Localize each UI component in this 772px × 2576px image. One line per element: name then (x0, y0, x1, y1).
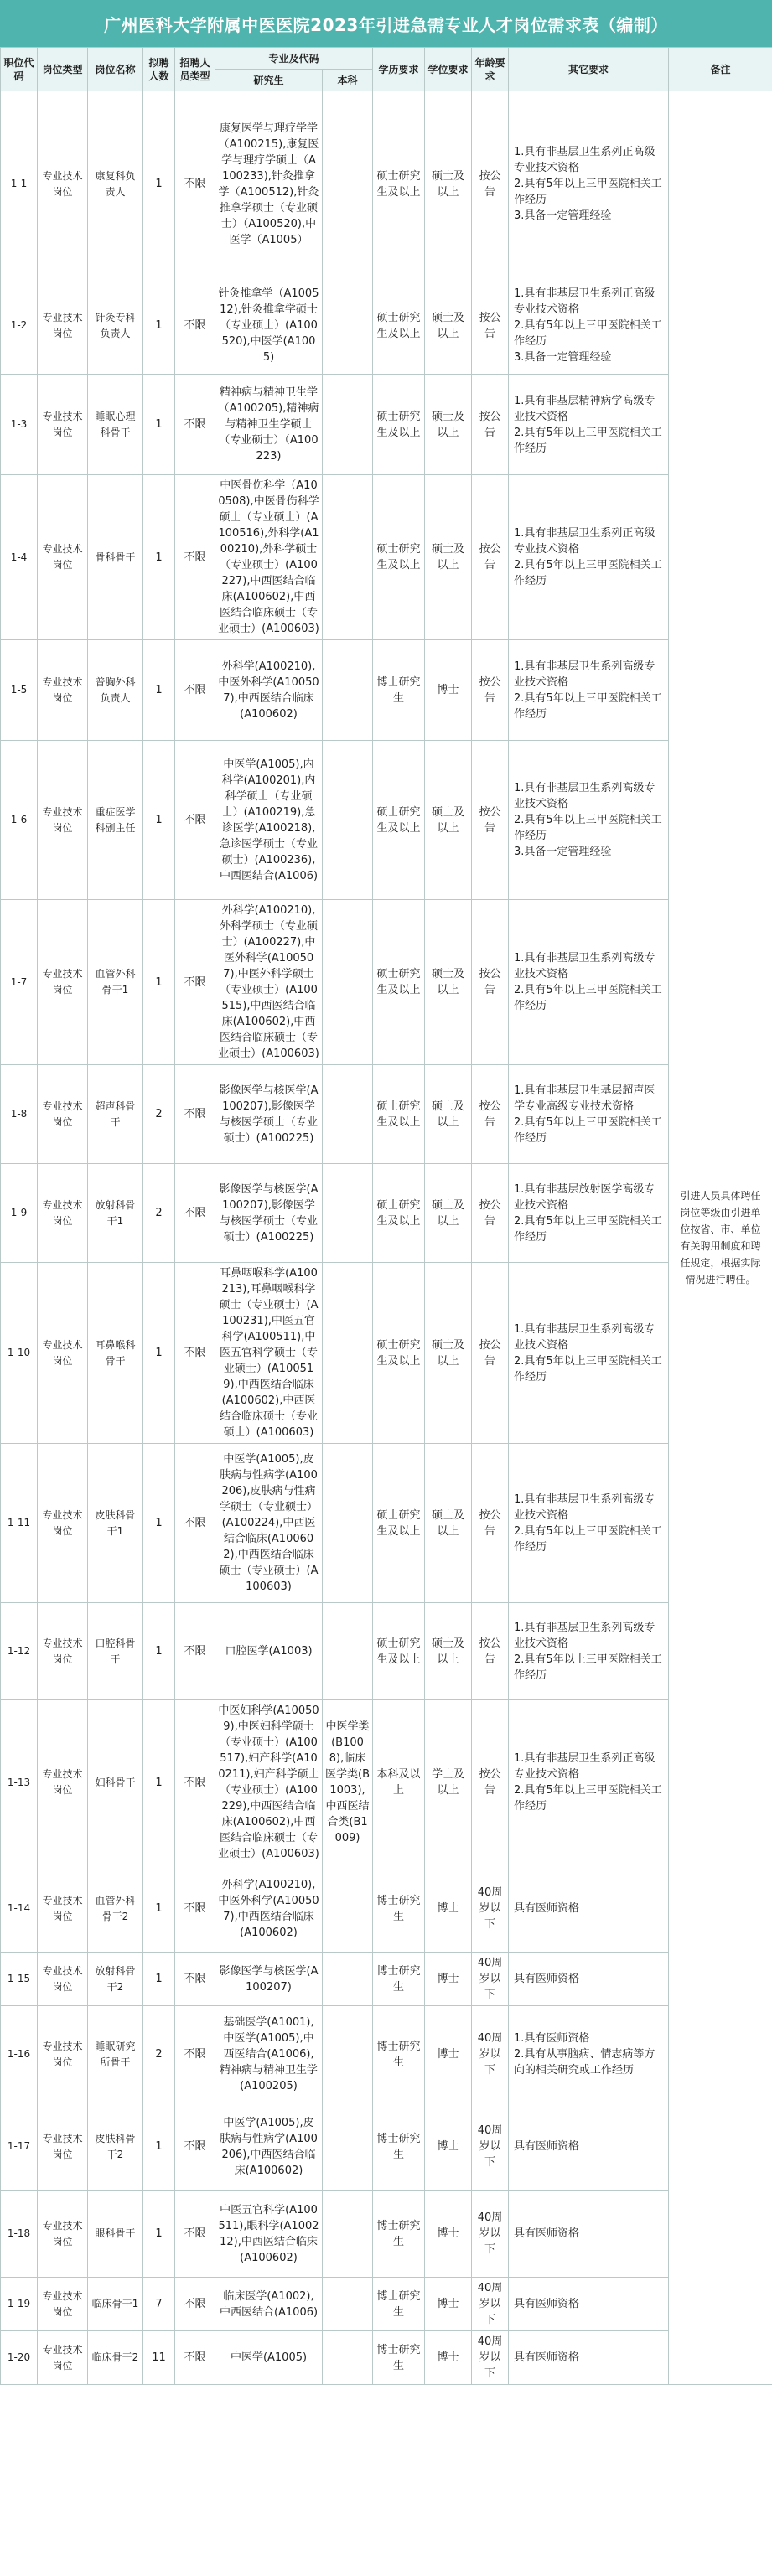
row-category: 专业技术岗位 (38, 2331, 88, 2385)
row-degree: 博士 (425, 2006, 472, 2103)
row-other: 1.具有非基层卫生系列高级专业技术资格 2.具有5年以上三甲医院相关工作经历 (509, 640, 669, 741)
table-row (1, 91, 772, 277)
row-degree: 硕士及以上 (425, 900, 472, 1065)
row-count: 7 (143, 2278, 175, 2331)
row-type: 不限 (175, 1865, 215, 1953)
row-count: 1 (143, 741, 175, 900)
row-name: 普胸外科负责人 (88, 640, 143, 741)
header-undergrad: 本科 (323, 70, 373, 91)
row-grad-major: 针灸推拿学（A100512),针灸推拿学硕士（专业硕士）(A100520),中医学(A1005) (215, 277, 323, 375)
row-other: 1.具有非基层卫生系列高级专业技术资格 2.具有5年以上三甲医院相关工作经历 (509, 900, 669, 1065)
row-other: 1.具有非基层卫生系列高级专业技术资格 2.具有5年以上三甲医院相关工作经历 3.具备一定管理经验 (509, 741, 669, 900)
row-count: 1 (143, 277, 175, 375)
row-degree: 硕士及以上 (425, 1263, 472, 1444)
row-age: 按公告 (472, 1164, 509, 1263)
row-code: 1-14 (1, 1865, 38, 1953)
table-row (1, 475, 772, 640)
row-undergrad-major (323, 91, 373, 277)
table-row (1, 1953, 772, 2006)
row-code: 1-17 (1, 2103, 38, 2191)
row-grad-major: 外科学(A100210),外科学硕士（专业硕士）(A100227),中医外科学(A100507),中医外科学硕士（专业硕士）(A100515),中西医结合临床(A100602),中西医结合临床硕士（专业硕士）(A100603) (215, 900, 323, 1065)
row-type: 不限 (175, 1444, 215, 1603)
row-undergrad-major (323, 277, 373, 375)
row-edu: 硕士研究生及以上 (373, 475, 425, 640)
row-degree: 博士 (425, 1953, 472, 2006)
row-name: 血管外科骨干1 (88, 900, 143, 1065)
row-age: 40周岁以下 (472, 2103, 509, 2191)
row-name: 睡眠研究所骨干 (88, 2006, 143, 2103)
row-count: 1 (143, 2191, 175, 2278)
row-name: 临床骨干2 (88, 2331, 143, 2385)
row-edu: 硕士研究生及以上 (373, 1065, 425, 1164)
row-category: 专业技术岗位 (38, 2278, 88, 2331)
row-count: 1 (143, 1603, 175, 1700)
row-type: 不限 (175, 2191, 215, 2278)
row-edu: 博士研究生 (373, 2278, 425, 2331)
row-edu: 博士研究生 (373, 1865, 425, 1953)
row-edu: 硕士研究生及以上 (373, 277, 425, 375)
table-row (1, 2191, 772, 2278)
row-name: 耳鼻喉科骨干 (88, 1263, 143, 1444)
row-undergrad-major (323, 1865, 373, 1953)
row-other: 1.具有非基层卫生系列高级专业技术资格 2.具有5年以上三甲医院相关工作经历 (509, 1603, 669, 1700)
row-grad-major: 康复医学与理疗学学（A100215),康复医学与理疗学硕士（A100233),针灸推拿学（A100512),针灸推拿学硕士（专业硕士）（A100520),中医学（A1005） (215, 91, 323, 277)
row-grad-major: 中医五官科学(A100511),眼科学(A100212),中西医结合临床(A100602) (215, 2191, 323, 2278)
row-other: 1.具有非基层卫生系列高级专业技术资格 2.具有5年以上三甲医院相关工作经历 (509, 1444, 669, 1603)
row-count: 2 (143, 2006, 175, 2103)
row-count: 1 (143, 900, 175, 1065)
row-degree: 硕士及以上 (425, 1603, 472, 1700)
row-type: 不限 (175, 1953, 215, 2006)
row-age: 40周岁以下 (472, 2191, 509, 2278)
row-name: 妇科骨干 (88, 1700, 143, 1865)
row-count: 1 (143, 1263, 175, 1444)
row-age: 按公告 (472, 375, 509, 475)
row-type: 不限 (175, 2278, 215, 2331)
table-row (1, 1700, 772, 1865)
row-grad-major: 中医学(A1005),内科学(A100201),内科学硕士（专业硕士）(A100219),急诊医学(A100218),急诊医学硕士（专业硕士）(A100236),中西医结合(A1006) (215, 741, 323, 900)
row-grad-major: 临床医学(A1002),中西医结合(A1006) (215, 2278, 323, 2331)
row-other: 具有医师资格 (509, 1865, 669, 1953)
row-note: 引进人员具体聘任岗位等级由引进单位按省、市、单位有关聘用制度和聘任规定，根据实际情况进行聘任。 (669, 91, 772, 2385)
row-count: 1 (143, 2103, 175, 2191)
row-edu: 硕士研究生及以上 (373, 741, 425, 900)
row-category: 专业技术岗位 (38, 1603, 88, 1700)
row-other: 1.具有非基层卫生系列高级专业技术资格 2.具有5年以上三甲医院相关工作经历 (509, 1263, 669, 1444)
row-undergrad-major (323, 741, 373, 900)
row-count: 1 (143, 640, 175, 741)
row-age: 按公告 (472, 475, 509, 640)
row-category: 专业技术岗位 (38, 2006, 88, 2103)
row-category: 专业技术岗位 (38, 2103, 88, 2191)
row-code: 1-12 (1, 1603, 38, 1700)
row-grad-major: 耳鼻咽喉科学(A100213),耳鼻咽喉科学硕士（专业硕士）(A100231),中医五官科学(A100511),中医五官科学硕士（专业硕士）(A100519),中西医结合临床(A100602),中西医结合临床硕士（专业硕士）(A100603) (215, 1263, 323, 1444)
row-other: 1.具有非基层放射医学高级专业技术资格 2.具有5年以上三甲医院相关工作经历 (509, 1164, 669, 1263)
row-other: 具有医师资格 (509, 2103, 669, 2191)
position-table (0, 47, 772, 2385)
row-name: 眼科骨干 (88, 2191, 143, 2278)
row-code: 1-13 (1, 1700, 38, 1865)
table-row (1, 640, 772, 741)
row-edu: 硕士研究生及以上 (373, 1164, 425, 1263)
row-edu: 硕士研究生及以上 (373, 1603, 425, 1700)
row-edu: 硕士研究生及以上 (373, 91, 425, 277)
table-row (1, 2278, 772, 2331)
row-degree: 硕士及以上 (425, 91, 472, 277)
row-other: 1.具有非基层卫生系列正高级专业技术资格 2.具有5年以上三甲医院相关工作经历 (509, 1700, 669, 1865)
row-type: 不限 (175, 900, 215, 1065)
row-edu: 博士研究生 (373, 2103, 425, 2191)
row-undergrad-major (323, 2331, 373, 2385)
row-undergrad-major (323, 2006, 373, 2103)
row-type: 不限 (175, 1164, 215, 1263)
row-grad-major: 口腔医学(A1003) (215, 1603, 323, 1700)
row-category: 专业技术岗位 (38, 1444, 88, 1603)
table-row (1, 1065, 772, 1164)
row-category: 专业技术岗位 (38, 1263, 88, 1444)
row-grad-major: 外科学(A100210),中医外科学(A100507),中西医结合临床(A100602) (215, 1865, 323, 1953)
row-grad-major: 影像医学与核医学(A100207) (215, 1953, 323, 2006)
row-degree: 硕士及以上 (425, 1065, 472, 1164)
row-grad-major: 影像医学与核医学(A100207),影像医学与核医学硕士（专业硕士）(A100225) (215, 1065, 323, 1164)
row-edu: 硕士研究生及以上 (373, 900, 425, 1065)
row-undergrad-major (323, 1263, 373, 1444)
row-edu: 本科及以上 (373, 1700, 425, 1865)
row-undergrad-major (323, 1065, 373, 1164)
row-undergrad-major (323, 900, 373, 1065)
row-code: 1-19 (1, 2278, 38, 2331)
row-undergrad-major (323, 2103, 373, 2191)
header-age: 年龄要求 (472, 48, 509, 91)
row-code: 1-16 (1, 2006, 38, 2103)
row-edu: 博士研究生 (373, 2191, 425, 2278)
table-row (1, 2006, 772, 2103)
row-name: 皮肤科骨干2 (88, 2103, 143, 2191)
row-age: 40周岁以下 (472, 1865, 509, 1953)
table-row (1, 1603, 772, 1700)
row-undergrad-major (323, 2278, 373, 2331)
row-code: 1-6 (1, 741, 38, 900)
row-code: 1-18 (1, 2191, 38, 2278)
row-undergrad-major (323, 1603, 373, 1700)
row-other: 具有医师资格 (509, 2331, 669, 2385)
row-age: 按公告 (472, 277, 509, 375)
header-code: 职位代码 (1, 48, 38, 91)
row-undergrad-major: 中医学类(B1008),临床医学类(B1003),中西医结合类(B1009) (323, 1700, 373, 1865)
row-other: 具有医师资格 (509, 2278, 669, 2331)
row-code: 1-4 (1, 475, 38, 640)
row-undergrad-major (323, 1444, 373, 1603)
row-grad-major: 中医学(A1005),皮肤病与性病学(A100206),皮肤病与性病学硕士（专业硕士）(A100224),中西医结合临床(A100602),中西医结合临床硕士（专业硕士）(A100603) (215, 1444, 323, 1603)
row-count: 1 (143, 375, 175, 475)
row-age: 40周岁以下 (472, 2006, 509, 2103)
row-edu: 硕士研究生及以上 (373, 1263, 425, 1444)
row-age: 按公告 (472, 1263, 509, 1444)
row-count: 1 (143, 91, 175, 277)
row-degree: 硕士及以上 (425, 1444, 472, 1603)
row-other: 1.具有非基层精神病学高级专业技术资格 2.具有5年以上三甲医院相关工作经历 (509, 375, 669, 475)
row-type: 不限 (175, 741, 215, 900)
row-other: 1.具有非基层卫生基层超声医学专业高级专业技术资格 2.具有5年以上三甲医院相关工作经历 (509, 1065, 669, 1164)
row-type: 不限 (175, 1263, 215, 1444)
row-category: 专业技术岗位 (38, 1865, 88, 1953)
row-age: 40周岁以下 (472, 2278, 509, 2331)
row-edu: 硕士研究生及以上 (373, 375, 425, 475)
row-name: 骨科骨干 (88, 475, 143, 640)
row-name: 血管外科骨干2 (88, 1865, 143, 1953)
row-name: 针灸专科负责人 (88, 277, 143, 375)
row-grad-major: 精神病与精神卫生学（A100205),精神病与精神卫生学硕士（专业硕士）（A100223) (215, 375, 323, 475)
row-other: 1.具有非基层卫生系列正高级专业技术资格 2.具有5年以上三甲医院相关工作经历 3.具备一定管理经验 (509, 91, 669, 277)
row-undergrad-major (323, 475, 373, 640)
row-grad-major: 中医骨伤科学（A100508),中医骨伤科学硕士（专业硕士）(A100516),外科学(A100210),外科学硕士（专业硕士）(A100227),中西医结合临床(A100602),中西医结合临床硕士（专业硕士）(A100603) (215, 475, 323, 640)
row-age: 按公告 (472, 640, 509, 741)
row-code: 1-3 (1, 375, 38, 475)
header-note: 备注 (669, 48, 772, 91)
row-age: 40周岁以下 (472, 1953, 509, 2006)
row-type: 不限 (175, 2006, 215, 2103)
row-degree: 博士 (425, 1865, 472, 1953)
row-grad-major: 外科学(A100210),中医外科学(A100507),中西医结合临床(A100602) (215, 640, 323, 741)
row-age: 按公告 (472, 741, 509, 900)
row-type: 不限 (175, 277, 215, 375)
header-type: 招聘人员类型 (175, 48, 215, 91)
table-row (1, 741, 772, 900)
row-category: 专业技术岗位 (38, 640, 88, 741)
row-count: 1 (143, 1444, 175, 1603)
row-count: 1 (143, 1865, 175, 1953)
header-degree: 学位要求 (425, 48, 472, 91)
row-type: 不限 (175, 2331, 215, 2385)
row-category: 专业技术岗位 (38, 1065, 88, 1164)
row-type: 不限 (175, 375, 215, 475)
row-degree: 博士 (425, 2278, 472, 2331)
row-category: 专业技术岗位 (38, 741, 88, 900)
row-degree: 博士 (425, 640, 472, 741)
row-edu: 博士研究生 (373, 2331, 425, 2385)
row-degree: 博士 (425, 2331, 472, 2385)
row-age: 按公告 (472, 91, 509, 277)
row-degree: 硕士及以上 (425, 475, 472, 640)
header-major-group: 专业及代码 (215, 48, 373, 70)
row-category: 专业技术岗位 (38, 2191, 88, 2278)
table-row (1, 1444, 772, 1603)
row-category: 专业技术岗位 (38, 375, 88, 475)
row-age: 按公告 (472, 1700, 509, 1865)
table-row (1, 1164, 772, 1263)
row-name: 放射科骨干2 (88, 1953, 143, 2006)
row-category: 专业技术岗位 (38, 1164, 88, 1263)
row-undergrad-major (323, 2191, 373, 2278)
header-grad: 研究生 (215, 70, 323, 91)
row-count: 2 (143, 1065, 175, 1164)
row-age: 按公告 (472, 1603, 509, 1700)
row-code: 1-1 (1, 91, 38, 277)
header-name: 岗位名称 (88, 48, 143, 91)
row-degree: 学士及以上 (425, 1700, 472, 1865)
row-type: 不限 (175, 475, 215, 640)
header-count: 拟聘人数 (143, 48, 175, 91)
row-degree: 硕士及以上 (425, 375, 472, 475)
row-name: 重症医学科副主任 (88, 741, 143, 900)
table-row (1, 375, 772, 475)
row-degree: 博士 (425, 2191, 472, 2278)
row-other: 具有医师资格 (509, 1953, 669, 2006)
row-count: 1 (143, 475, 175, 640)
row-edu: 博士研究生 (373, 2006, 425, 2103)
table-row (1, 277, 772, 375)
table-row (1, 1263, 772, 1444)
row-type: 不限 (175, 1065, 215, 1164)
row-count: 2 (143, 1164, 175, 1263)
row-code: 1-11 (1, 1444, 38, 1603)
row-type: 不限 (175, 2103, 215, 2191)
row-degree: 硕士及以上 (425, 1164, 472, 1263)
header-edu: 学历要求 (373, 48, 425, 91)
row-edu: 博士研究生 (373, 1953, 425, 2006)
row-name: 口腔科骨干 (88, 1603, 143, 1700)
row-count: 1 (143, 1953, 175, 2006)
row-code: 1-5 (1, 640, 38, 741)
row-code: 1-15 (1, 1953, 38, 2006)
row-code: 1-2 (1, 277, 38, 375)
header-category: 岗位类型 (38, 48, 88, 91)
row-code: 1-8 (1, 1065, 38, 1164)
row-type: 不限 (175, 91, 215, 277)
row-other: 1.具有医师资格 2.具有从事脑病、情志病等方向的相关研究或工作经历 (509, 2006, 669, 2103)
row-name: 放射科骨干1 (88, 1164, 143, 1263)
row-name: 皮肤科骨干1 (88, 1444, 143, 1603)
row-count: 11 (143, 2331, 175, 2385)
table-row (1, 1865, 772, 1953)
row-degree: 硕士及以上 (425, 741, 472, 900)
table-row (1, 2331, 772, 2385)
row-count: 1 (143, 1700, 175, 1865)
row-category: 专业技术岗位 (38, 91, 88, 277)
row-name: 睡眠心理科骨干 (88, 375, 143, 475)
row-age: 按公告 (472, 1065, 509, 1164)
row-category: 专业技术岗位 (38, 475, 88, 640)
row-edu: 硕士研究生及以上 (373, 1444, 425, 1603)
table-title: 广州医科大学附属中医医院2023年引进急需专业人才岗位需求表（编制） (0, 0, 772, 47)
row-undergrad-major (323, 640, 373, 741)
row-name: 超声科骨干 (88, 1065, 143, 1164)
row-undergrad-major (323, 375, 373, 475)
row-name: 临床骨干1 (88, 2278, 143, 2331)
row-grad-major: 中医妇科学(A100509),中医妇科学硕士（专业硕士）(A100517),妇产科学(A100211),妇产科学硕士（专业硕士）(A100229),中西医结合临床(A100602),中西医结合临床硕士（专业硕士）(A100603) (215, 1700, 323, 1865)
row-category: 专业技术岗位 (38, 277, 88, 375)
row-age: 按公告 (472, 900, 509, 1065)
row-grad-major: 中医学(A1005),皮肤病与性病学(A100206),中西医结合临床(A100602) (215, 2103, 323, 2191)
row-age: 40周岁以下 (472, 2331, 509, 2385)
row-degree: 博士 (425, 2103, 472, 2191)
row-name: 康复科负责人 (88, 91, 143, 277)
row-code: 1-7 (1, 900, 38, 1065)
row-category: 专业技术岗位 (38, 900, 88, 1065)
row-undergrad-major (323, 1953, 373, 2006)
row-category: 专业技术岗位 (38, 1700, 88, 1865)
row-category: 专业技术岗位 (38, 1953, 88, 2006)
row-edu: 博士研究生 (373, 640, 425, 741)
row-grad-major: 中医学(A1005) (215, 2331, 323, 2385)
header-other: 其它要求 (509, 48, 669, 91)
row-other: 1.具有非基层卫生系列正高级专业技术资格 2.具有5年以上三甲医院相关工作经历 3.具备一定管理经验 (509, 277, 669, 375)
table-row (1, 2103, 772, 2191)
row-code: 1-10 (1, 1263, 38, 1444)
row-type: 不限 (175, 1603, 215, 1700)
row-undergrad-major (323, 1164, 373, 1263)
row-degree: 硕士及以上 (425, 277, 472, 375)
table-row (1, 900, 772, 1065)
row-type: 不限 (175, 1700, 215, 1865)
row-other: 1.具有非基层卫生系列正高级专业技术资格 2.具有5年以上三甲医院相关工作经历 (509, 475, 669, 640)
row-grad-major: 基础医学(A1001),中医学(A1005),中西医结合(A1006),精神病与精神卫生学(A100205) (215, 2006, 323, 2103)
row-code: 1-9 (1, 1164, 38, 1263)
row-grad-major: 影像医学与核医学(A100207),影像医学与核医学硕士（专业硕士）(A100225) (215, 1164, 323, 1263)
row-code: 1-20 (1, 2331, 38, 2385)
row-other: 具有医师资格 (509, 2191, 669, 2278)
row-type: 不限 (175, 640, 215, 741)
row-age: 按公告 (472, 1444, 509, 1603)
